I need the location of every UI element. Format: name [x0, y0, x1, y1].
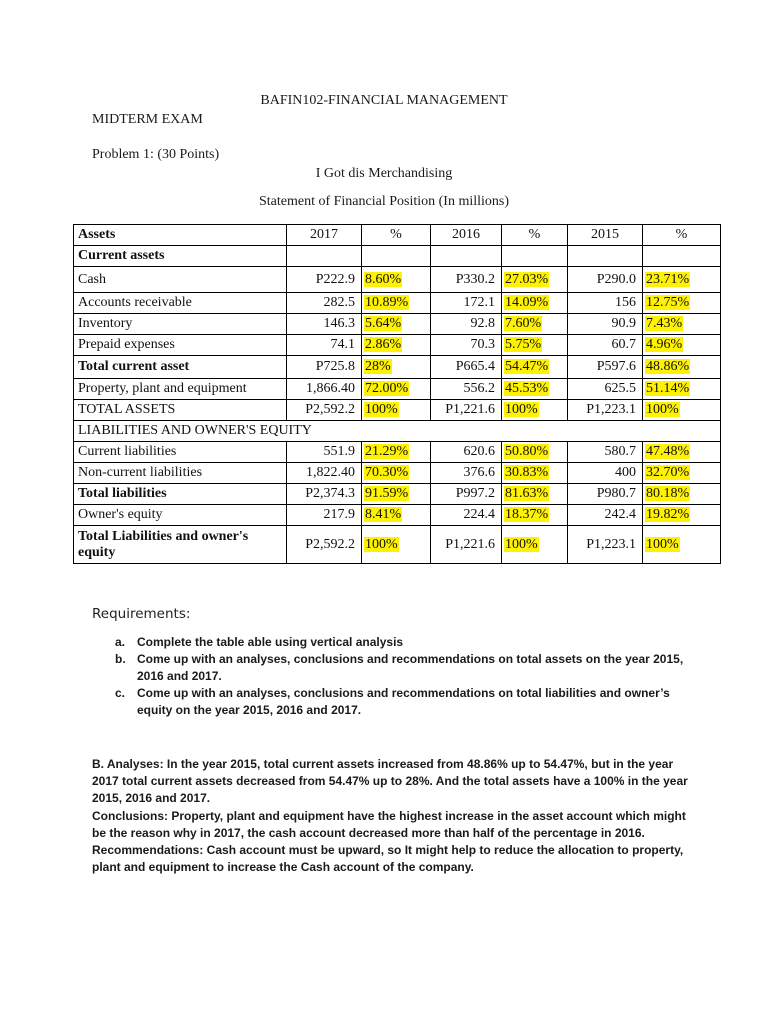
value-2016-cell: P330.2 [431, 267, 502, 293]
list-item [92, 685, 692, 719]
table-row [74, 484, 721, 505]
value-2017-cell: 1,822.40 [287, 463, 362, 484]
percent-2016-cell [502, 400, 568, 421]
percent-2015: 12.75% [646, 295, 690, 310]
row-label-cell: Cash [74, 267, 287, 293]
percent-2016: 45.53% [505, 381, 549, 396]
value-2015-cell: 580.7 [568, 442, 643, 463]
value-2017-cell: P2,592.2 [287, 526, 362, 564]
table-row [74, 379, 721, 400]
percent-2015-cell [643, 335, 721, 356]
table-row [74, 442, 721, 463]
table-row [74, 505, 721, 526]
value-2017-cell: 146.3 [287, 314, 362, 335]
percent-2016: 18.37% [505, 507, 549, 522]
value-2017-cell: P725.8 [287, 356, 362, 379]
requirements-list [92, 634, 692, 719]
column-header: % [502, 225, 568, 246]
value-2016-cell: P1,221.6 [431, 526, 502, 564]
value-2017-cell: P2,592.2 [287, 400, 362, 421]
value-2017-cell: 551.9 [287, 442, 362, 463]
percent-2015: 100% [646, 402, 679, 417]
value-2017-cell: 282.5 [287, 293, 362, 314]
section-row [74, 246, 721, 267]
row-label-cell: Accounts receivable [74, 293, 287, 314]
value-2016-cell: 70.3 [431, 335, 502, 356]
percent-2015-cell [643, 400, 721, 421]
list-marker: a. [115, 635, 126, 649]
percent-2017-cell [362, 267, 431, 293]
percent-2017: 100% [365, 402, 398, 417]
value-2015-cell: P1,223.1 [568, 526, 643, 564]
conclusions-paragraph: Conclusions: Property, plant and equipment have the highest increase in the asset account which might be the reason why in 2017, the cash account decreased more than half of the percentage in 2016. [92, 808, 686, 840]
company-name: I Got dis Merchandising [315, 166, 453, 181]
percent-2017: 100% [365, 536, 398, 552]
percent-2016-cell [502, 267, 568, 293]
row-label-cell: Current liabilities [74, 442, 287, 463]
list-marker: c. [115, 686, 126, 700]
list-item-text: Come up with an analyses, conclusions and recommendations on total assets on the year 2015, 2016 and 2017. [137, 652, 684, 683]
value-2015-cell: 242.4 [568, 505, 643, 526]
value-2016-cell: 376.6 [431, 463, 502, 484]
answer-block [92, 756, 692, 876]
value-2017-cell: 74.1 [287, 335, 362, 356]
percent-2016: 100% [505, 402, 538, 417]
percent-2017-cell [362, 505, 431, 526]
percent-2015: 100% [646, 536, 679, 552]
table-row [74, 335, 721, 356]
percent-2017: 28% [365, 359, 391, 374]
column-header: % [643, 225, 721, 246]
percent-2017-cell [362, 293, 431, 314]
percent-2017: 91.59% [365, 486, 409, 501]
percent-2015-cell [643, 484, 721, 505]
percent-2015-cell [643, 505, 721, 526]
percent-2016-cell [502, 484, 568, 505]
percent-2015-cell [643, 379, 721, 400]
value-2016-cell: P997.2 [431, 484, 502, 505]
list-item-text: Come up with an analyses, conclusions and recommendations on total liabilities and owner’s equity on the year 2015, 2016 and 2017. [137, 686, 670, 717]
percent-2017-cell [362, 314, 431, 335]
percent-2016: 7.60% [505, 316, 542, 331]
value-2017-cell: 217.9 [287, 505, 362, 526]
table-row [74, 400, 721, 421]
value-2016-cell: P1,221.6 [431, 400, 502, 421]
problem-heading: Problem 1: (30 Points) [92, 147, 220, 162]
analyses-paragraph: B. Analyses: In the year 2015, total current assets increased from 48.86% up to 54.47%, but in the year 2017 total current assets decreased from 54.47% up to 28%. And the total assets have a 100% in the year 2015, 2016 and 2017. [92, 757, 688, 806]
column-header: Assets [74, 225, 287, 246]
value-2015-cell: P980.7 [568, 484, 643, 505]
column-header: 2017 [287, 225, 362, 246]
percent-2016-cell [502, 442, 568, 463]
percent-2015: 23.71% [646, 271, 690, 287]
percent-2016: 14.09% [505, 295, 549, 310]
value-2015-cell: 400 [568, 463, 643, 484]
value-2015-cell: 60.7 [568, 335, 643, 356]
table-row [74, 356, 721, 379]
percent-2015: 7.43% [646, 316, 683, 331]
recommendations-paragraph: Recommendations: Cash account must be upward, so It might help to reduce the allocation to property, plant and equipment to increase the Cash account of the company. [92, 843, 684, 875]
value-2016-cell: 620.6 [431, 442, 502, 463]
value-2017-cell: 1,866.40 [287, 379, 362, 400]
percent-2017: 8.60% [365, 271, 402, 287]
list-item [92, 634, 692, 651]
percent-2016-cell [502, 463, 568, 484]
list-marker: b. [115, 652, 126, 666]
section-label: Current assets [74, 246, 287, 267]
row-label-cell: Total Liabilities and owner's equity [74, 526, 287, 564]
percent-2016-cell [502, 293, 568, 314]
percent-2016-cell [502, 335, 568, 356]
percent-2016: 27.03% [505, 271, 549, 287]
percent-2015-cell [643, 526, 721, 564]
value-2016-cell: 92.8 [431, 314, 502, 335]
percent-2017-cell [362, 526, 431, 564]
percent-2016-cell [502, 379, 568, 400]
percent-2016: 50.80% [505, 444, 549, 459]
percent-2016: 5.75% [505, 337, 542, 352]
row-label-cell: TOTAL ASSETS [74, 400, 287, 421]
value-2015-cell: 156 [568, 293, 643, 314]
percent-2017: 5.64% [365, 316, 402, 331]
percent-2017: 72.00% [365, 381, 409, 396]
percent-2015: 51.14% [646, 381, 690, 396]
requirements-heading: Requirements: [92, 606, 191, 622]
list-item-text: Complete the table able using vertical analysis [137, 635, 404, 649]
percent-2017-cell [362, 379, 431, 400]
percent-2017-cell [362, 442, 431, 463]
column-header: 2016 [431, 225, 502, 246]
row-label-cell: Owner's equity [74, 505, 287, 526]
percent-2017: 70.30% [365, 465, 409, 480]
value-2015-cell: P290.0 [568, 267, 643, 293]
percent-2017: 21.29% [365, 444, 409, 459]
table-header-row [74, 225, 721, 246]
value-2016-cell: 556.2 [431, 379, 502, 400]
percent-2016-cell [502, 314, 568, 335]
percent-2017-cell [362, 463, 431, 484]
percent-2017-cell [362, 356, 431, 379]
column-header: % [362, 225, 431, 246]
percent-2017: 8.41% [365, 507, 402, 522]
percent-2016: 100% [505, 536, 538, 552]
percent-2015-cell [643, 293, 721, 314]
row-label-cell: Property, plant and equipment [74, 379, 287, 400]
percent-2015: 4.96% [646, 337, 683, 352]
percent-2017-cell [362, 400, 431, 421]
percent-2017: 10.89% [365, 295, 409, 310]
percent-2015-cell [643, 267, 721, 293]
row-label-cell: Non-current liabilities [74, 463, 287, 484]
column-header: 2015 [568, 225, 643, 246]
percent-2016-cell [502, 356, 568, 379]
row-label-cell: Total liabilities [74, 484, 287, 505]
value-2015-cell: 625.5 [568, 379, 643, 400]
percent-2015: 47.48% [646, 444, 690, 459]
section-row [74, 421, 721, 442]
percent-2015-cell [643, 463, 721, 484]
value-2015-cell: P1,223.1 [568, 400, 643, 421]
table-row [74, 314, 721, 335]
row-label-cell: Prepaid expenses [74, 335, 287, 356]
row-label-cell: Total current asset [74, 356, 287, 379]
section-label: LIABILITIES AND OWNER'S EQUITY [74, 421, 721, 442]
percent-2017-cell [362, 335, 431, 356]
table-row [74, 463, 721, 484]
percent-2016-cell [502, 526, 568, 564]
value-2017-cell: P222.9 [287, 267, 362, 293]
value-2016-cell: 224.4 [431, 505, 502, 526]
percent-2015-cell [643, 314, 721, 335]
table-row [74, 293, 721, 314]
table-row [74, 526, 721, 564]
percent-2016-cell [502, 505, 568, 526]
percent-2015-cell [643, 442, 721, 463]
percent-2015: 32.70% [646, 465, 690, 480]
percent-2015-cell [643, 356, 721, 379]
list-item [92, 651, 692, 685]
percent-2017-cell [362, 484, 431, 505]
value-2015-cell: P597.6 [568, 356, 643, 379]
course-title: BAFIN102-FINANCIAL MANAGEMENT [260, 93, 508, 108]
percent-2015: 48.86% [646, 359, 690, 374]
percent-2016: 30.83% [505, 465, 549, 480]
percent-2015: 80.18% [646, 486, 690, 501]
value-2016-cell: 172.1 [431, 293, 502, 314]
financial-position-table [73, 224, 721, 564]
percent-2016: 81.63% [505, 486, 549, 501]
percent-2016: 54.47% [505, 359, 549, 374]
row-label-cell: Inventory [74, 314, 287, 335]
value-2016-cell: P665.4 [431, 356, 502, 379]
percent-2015: 19.82% [646, 507, 690, 522]
percent-2017: 2.86% [365, 337, 402, 352]
value-2017-cell: P2,374.3 [287, 484, 362, 505]
exam-title: MIDTERM EXAM [92, 112, 203, 127]
statement-title: Statement of Financial Position (In millions) [258, 194, 510, 209]
value-2015-cell: 90.9 [568, 314, 643, 335]
table-row [74, 267, 721, 293]
